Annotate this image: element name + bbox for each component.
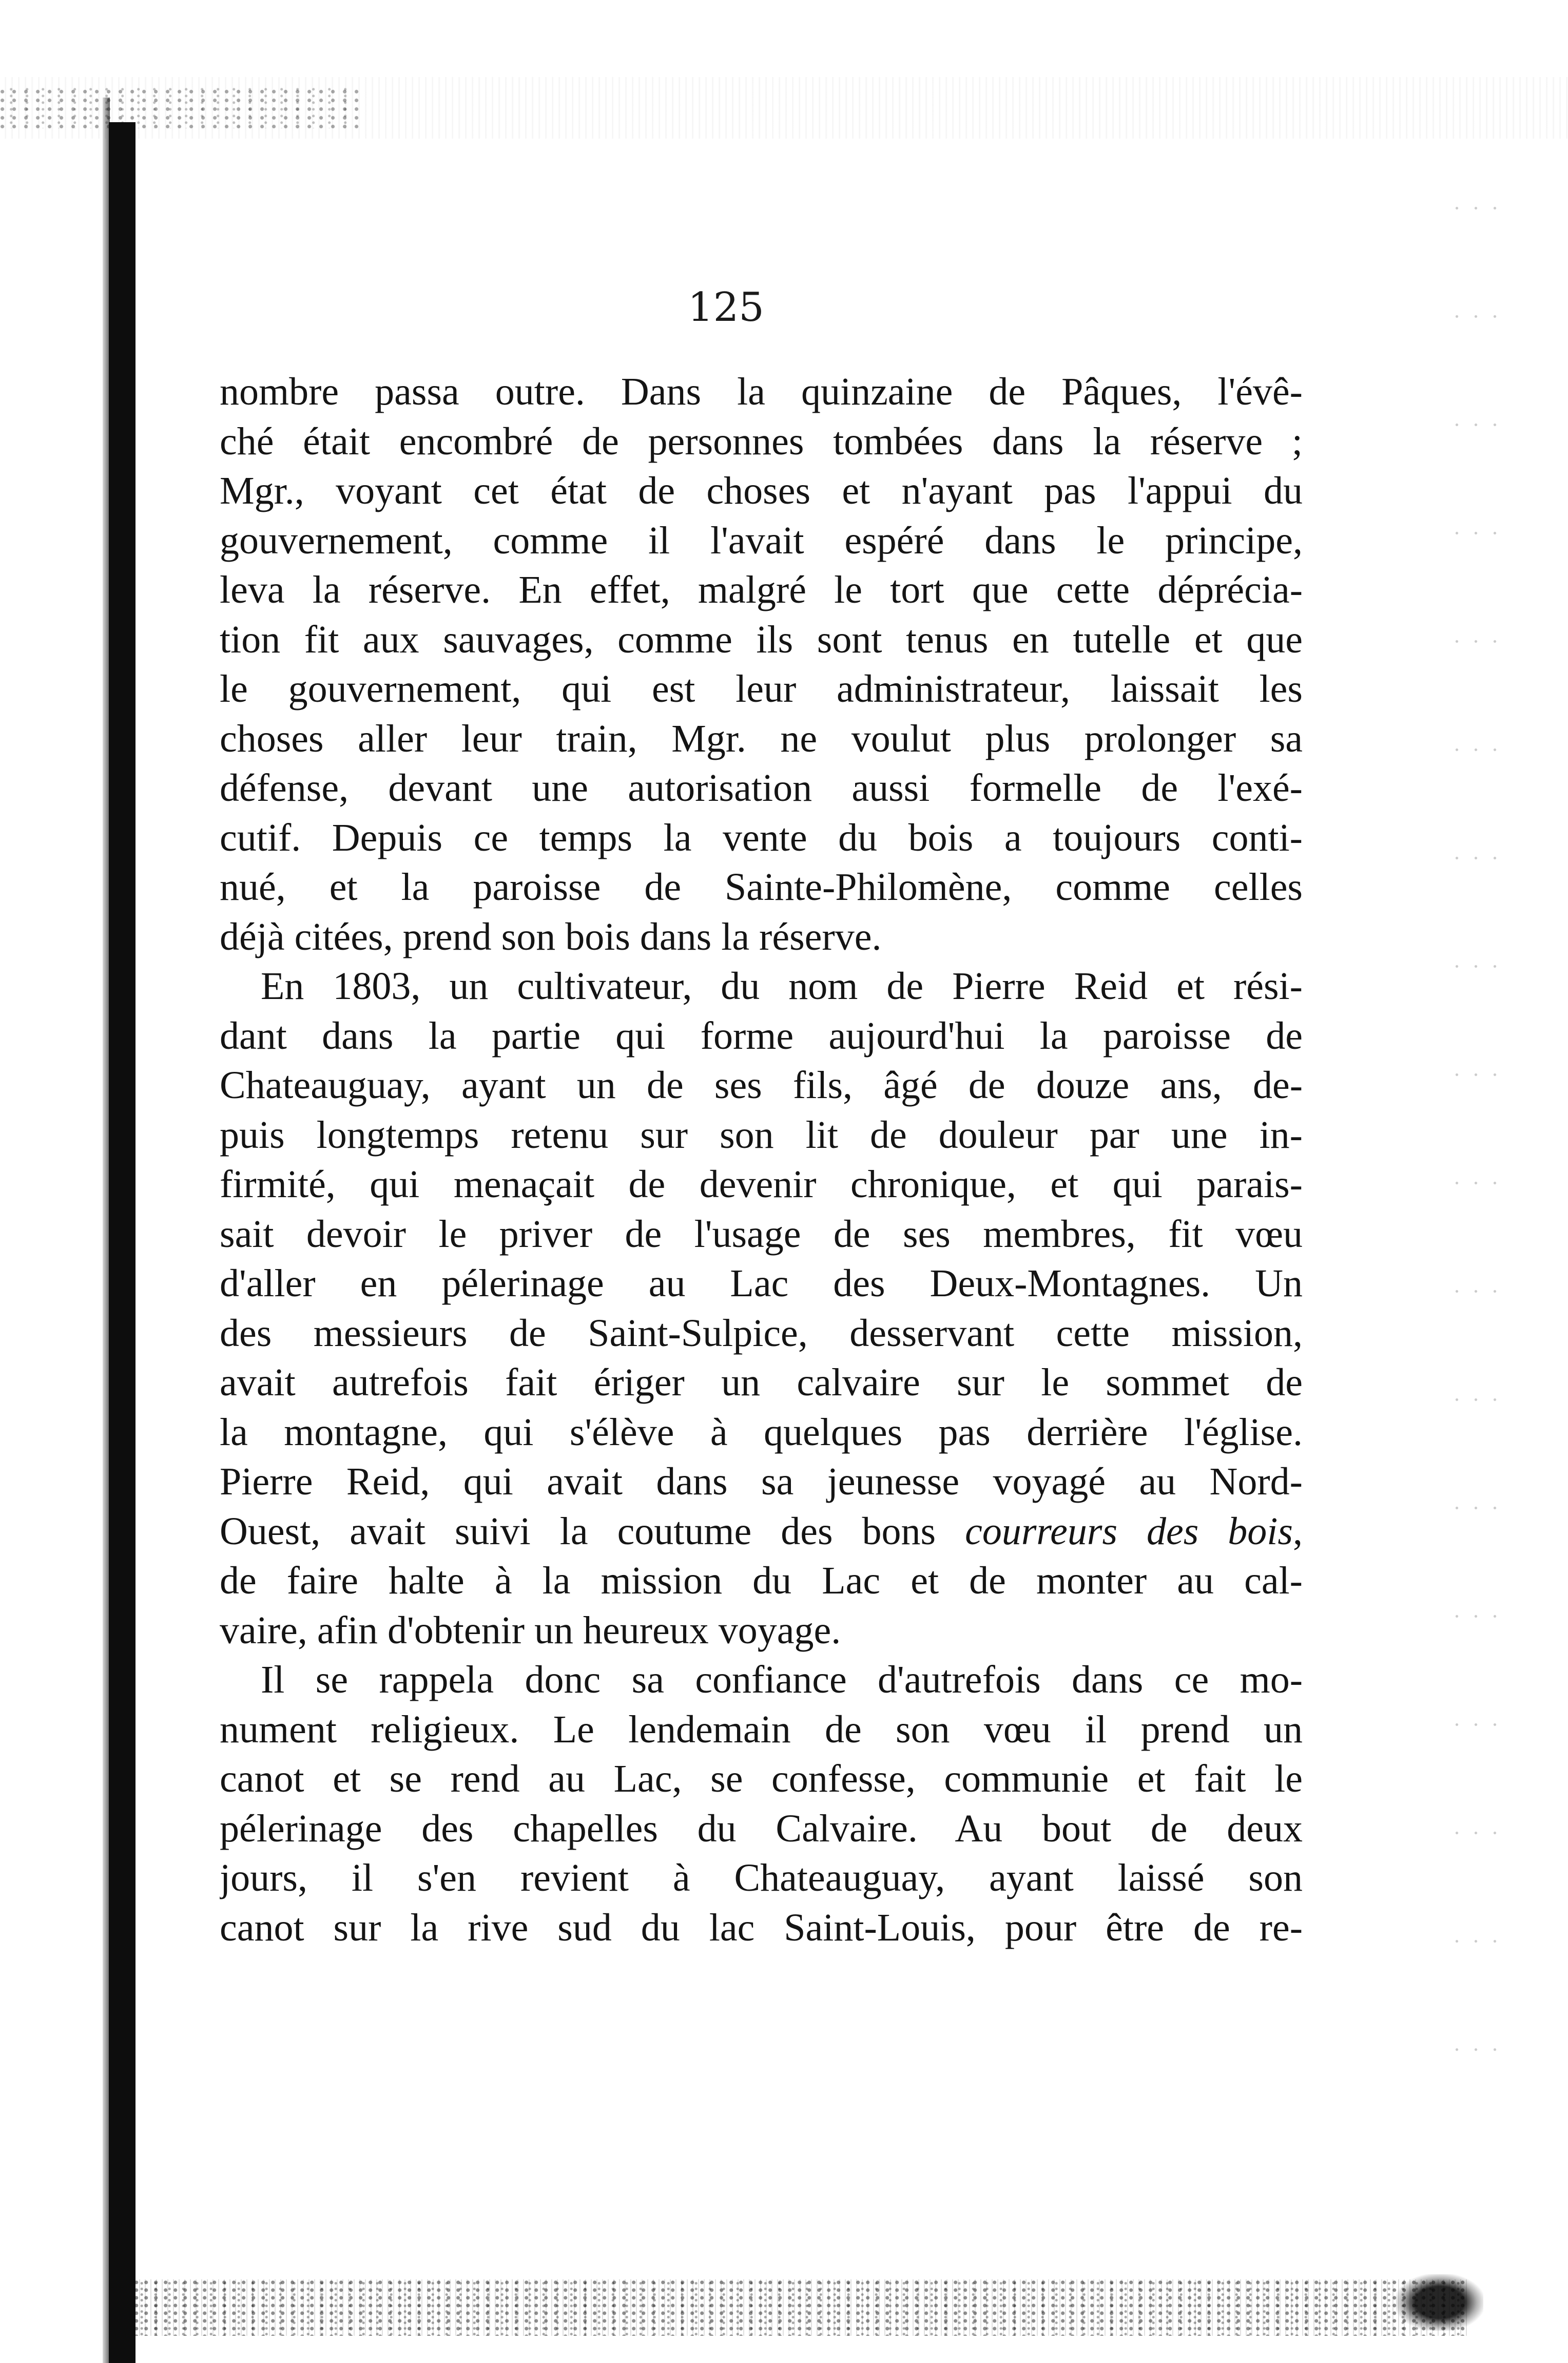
text-line: Chateauguay, ayant un de ses fils, âgé de douze ans, de- (220, 1064, 1303, 1107)
text-line: sait devoir le priver de l'usage de ses membres, fit vœu (220, 1212, 1303, 1256)
text-segment: Ouest, avait suivi la coutume des bons (220, 1509, 965, 1553)
text-line: choses aller leur train, Mgr. ne voulut plus prolonger sa (220, 717, 1303, 760)
text-line: ché était encombré de personnes tombées dans la réserve ; (220, 419, 1303, 463)
text-line: défense, devant une autorisation aussi formelle de l'exé- (220, 766, 1303, 810)
text-line: canot sur la rive sud du lac Saint-Louis, pour être de re- (220, 1906, 1303, 1949)
text-line: Il se rappela donc sa confiance d'autrefois dans ce mo- (261, 1658, 1303, 1701)
text-line: jours, il s'en revient à Chateauguay, ayant laissé son (220, 1856, 1303, 1899)
text-line: des messieurs de Saint-Sulpice, desservant cette mission, (220, 1311, 1303, 1355)
scan-specks-right (1447, 154, 1509, 2156)
scan-noise-top-left (0, 87, 359, 128)
text-line: cutif. Depuis ce temps la vente du bois a toujours conti- (220, 816, 1303, 859)
text-line: nué, et la paroisse de Sainte-Philomène, comme celles (220, 866, 1303, 909)
text-line: d'aller en pélerinage au Lac des Deux-Montagnes. Un (220, 1262, 1303, 1305)
text-line: Pierre Reid, qui avait dans sa jeunesse voyagé au Nord- (220, 1460, 1303, 1503)
text-line: avait autrefois fait ériger un calvaire sur le sommet de (220, 1361, 1303, 1404)
text-line: le gouvernement, qui est leur administrateur, laissait les (220, 667, 1303, 710)
text-line: Mgr., voyant cet état de choses et n'ayant pas l'appui du (220, 469, 1303, 512)
scan-noise-bottom (133, 2279, 1468, 2336)
page-number: 125 (688, 284, 764, 331)
text-line: dant dans la partie qui forme aujourd'hui la paroisse de (220, 1014, 1303, 1058)
text-line: de faire halte à la mission du Lac et de monter au cal- (220, 1559, 1303, 1602)
text-line: tion fit aux sauvages, comme ils sont tenus en tutelle et que (220, 618, 1303, 661)
text-line: vaire, afin d'obtenir un heureux voyage. (220, 1608, 841, 1652)
text-line-with-italic (220, 1507, 1303, 1557)
text-line: déjà citées, prend son bois dans la réserve. (220, 915, 882, 958)
italic-phrase: courreurs des bois (965, 1509, 1293, 1553)
body-text (220, 367, 1303, 1952)
binding-edge (109, 122, 135, 2363)
text-line: canot et se rend au Lac, se confesse, communie et fait le (220, 1757, 1303, 1800)
scan-blot-bottom-right (1396, 2274, 1483, 2331)
text-line: nument religieux. Le lendemain de son vœu il prend un (220, 1707, 1303, 1751)
text-line: pélerinage des chapelles du Calvaire. Au bout de deux (220, 1807, 1303, 1850)
text-line: firmité, qui menaçait de devenir chronique, et qui parais- (220, 1163, 1303, 1206)
text-segment: , (1293, 1509, 1303, 1553)
text-line: En 1803, un cultivateur, du nom de Pierre Reid et rési- (261, 965, 1303, 1008)
text-line: gouvernement, comme il l'avait espéré dans le principe, (220, 518, 1303, 562)
text-line: la montagne, qui s'élève à quelques pas derrière l'église. (220, 1410, 1303, 1454)
text-line: nombre passa outre. Dans la quinzaine de Pâques, l'évê- (220, 370, 1303, 413)
text-line: puis longtemps retenu sur son lit de douleur par une in- (220, 1113, 1303, 1157)
text-line: leva la réserve. En effet, malgré le tort que cette déprécia- (220, 568, 1303, 611)
